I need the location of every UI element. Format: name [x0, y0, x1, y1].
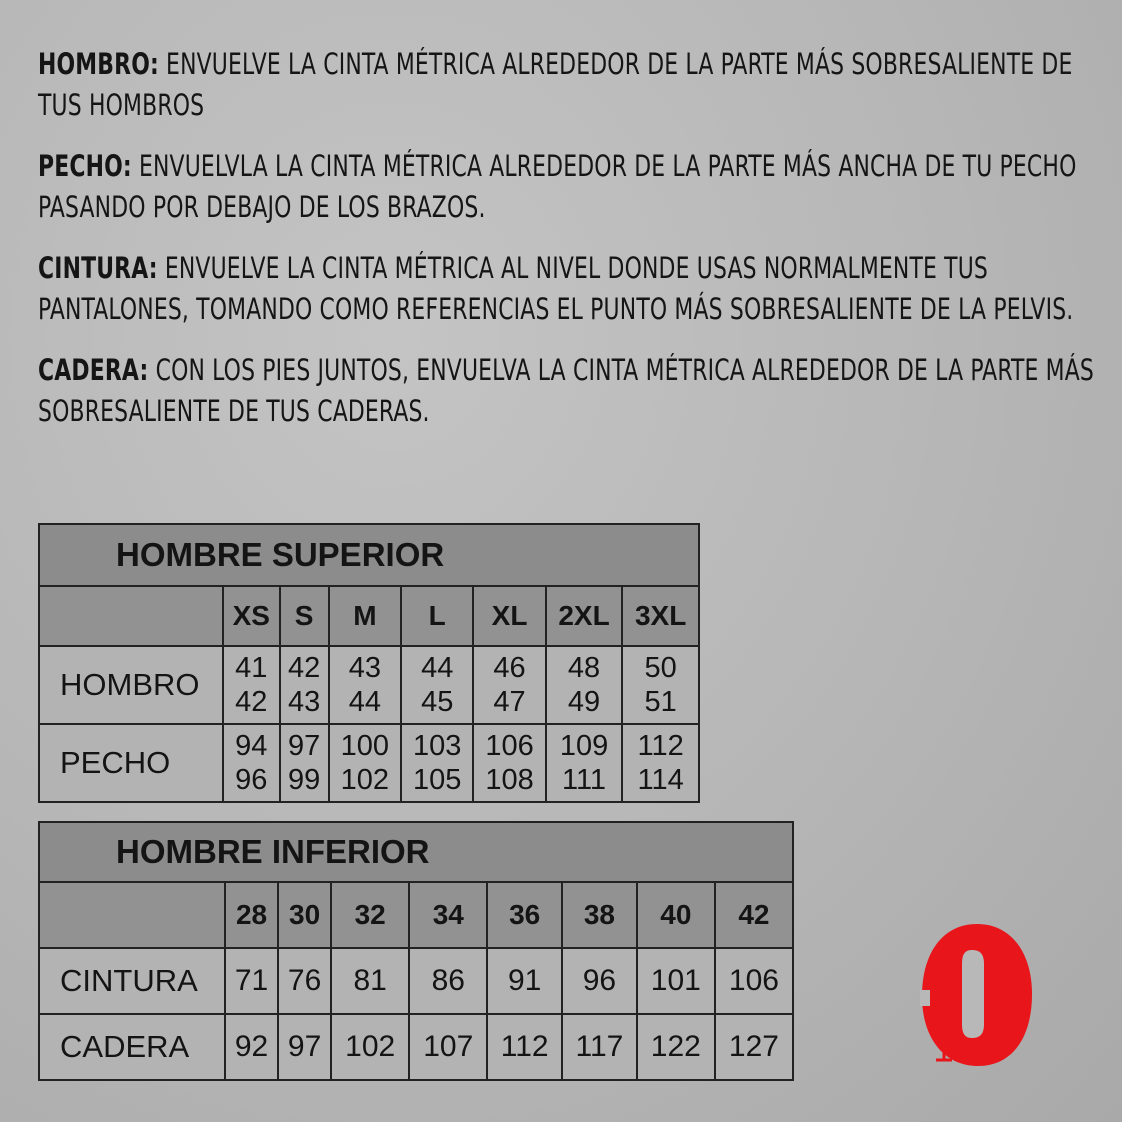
size-header: S: [280, 586, 329, 646]
table-cell: 41 42: [223, 646, 280, 724]
table-title: HOMBRE SUPERIOR: [39, 524, 699, 586]
instruction-key: CINTURA:: [38, 251, 158, 285]
table-cell: 112: [487, 1014, 562, 1080]
instruction-key: PECHO:: [38, 149, 132, 183]
instructions-block: [38, 44, 1098, 452]
instruction-cadera: [38, 350, 1098, 432]
table-cell: 76: [278, 948, 331, 1014]
table-cell: 106: [715, 948, 793, 1014]
table-cell: 100 102: [329, 724, 401, 802]
instruction-key: HOMBRO:: [38, 47, 159, 81]
size-header-row: [39, 586, 699, 646]
table-cell: 103 105: [401, 724, 473, 802]
size-header: 30: [278, 882, 331, 948]
row-label: CINTURA: [39, 948, 225, 1014]
table-cell: 43 44: [329, 646, 401, 724]
table-cell: 94 96: [223, 724, 280, 802]
instruction-text: ENVUELVE LA CINTA MÉTRICA AL NIVEL DONDE USAS NORMALMENTE TUS PANTALONES, TOMANDO COMO REFERENCIAS EL PUNTO MÁS SOBRESALIENTE DE LA PELVIS.: [38, 251, 1074, 326]
row-label: HOMBRO: [39, 646, 223, 724]
table-cell: 50 51: [622, 646, 699, 724]
table-cell: 91: [487, 948, 562, 1014]
instruction-text: ENVUELVE LA CINTA MÉTRICA ALREDEDOR DE LA PARTE MÁS SOBRESALIENTE DE TUS HOMBROS: [38, 47, 1073, 122]
size-table-superior: [38, 523, 700, 803]
table-cell: 96: [562, 948, 637, 1014]
table-cell: 71: [225, 948, 278, 1014]
table-cell: 44 45: [401, 646, 473, 724]
table-row: [39, 646, 699, 724]
size-table-inferior: [38, 821, 794, 1081]
size-header: 32: [331, 882, 409, 948]
table-cell: 117: [562, 1014, 637, 1080]
table-cell: 92: [225, 1014, 278, 1080]
instruction-key: CADERA:: [38, 353, 149, 387]
table-cell: 42 43: [280, 646, 329, 724]
table-row: [39, 1014, 793, 1080]
size-header: 28: [225, 882, 278, 948]
table-cell: 122: [637, 1014, 715, 1080]
size-header-row: [39, 882, 793, 948]
instruction-pecho: [38, 146, 1098, 228]
table-cell: 106 108: [473, 724, 545, 802]
table-row: [39, 948, 793, 1014]
size-header: 36: [487, 882, 562, 948]
instruction-hombro: [38, 44, 1098, 126]
header-blank-cell: [39, 882, 225, 948]
brand-logo-icon: [920, 920, 1034, 1070]
table-title: HOMBRE INFERIOR: [39, 822, 793, 882]
table-cell: 127: [715, 1014, 793, 1080]
size-header: L: [401, 586, 473, 646]
table-cell: 107: [409, 1014, 487, 1080]
table-cell: 112 114: [622, 724, 699, 802]
table-cell: 86: [409, 948, 487, 1014]
instruction-text: ENVUELVLA LA CINTA MÉTRICA ALREDEDOR DE LA PARTE MÁS ANCHA DE TU PECHO PASANDO POR DEBAJO DE LOS BRAZOS.: [38, 149, 1077, 224]
instruction-text: CON LOS PIES JUNTOS, ENVUELVA LA CINTA MÉTRICA ALREDEDOR DE LA PARTE MÁS SOBRESALIENTE DE TUS CADERAS.: [38, 353, 1094, 428]
table-cell: 48 49: [546, 646, 623, 724]
table-cell: 102: [331, 1014, 409, 1080]
size-header: M: [329, 586, 401, 646]
table-cell: 101: [637, 948, 715, 1014]
size-header: 2XL: [546, 586, 623, 646]
header-blank-cell: [39, 586, 223, 646]
size-header: 42: [715, 882, 793, 948]
instruction-cintura: [38, 248, 1098, 330]
table-cell: 81: [331, 948, 409, 1014]
size-header: 40: [637, 882, 715, 948]
size-header: 38: [562, 882, 637, 948]
size-header: XS: [223, 586, 280, 646]
table-cell: 46 47: [473, 646, 545, 724]
size-header: 3XL: [622, 586, 699, 646]
table-row: [39, 724, 699, 802]
table-cell: 109 111: [546, 724, 623, 802]
size-header: 34: [409, 882, 487, 948]
size-header: XL: [473, 586, 545, 646]
row-label: CADERA: [39, 1014, 225, 1080]
row-label: PECHO: [39, 724, 223, 802]
table-cell: 97: [278, 1014, 331, 1080]
table-cell: 97 99: [280, 724, 329, 802]
